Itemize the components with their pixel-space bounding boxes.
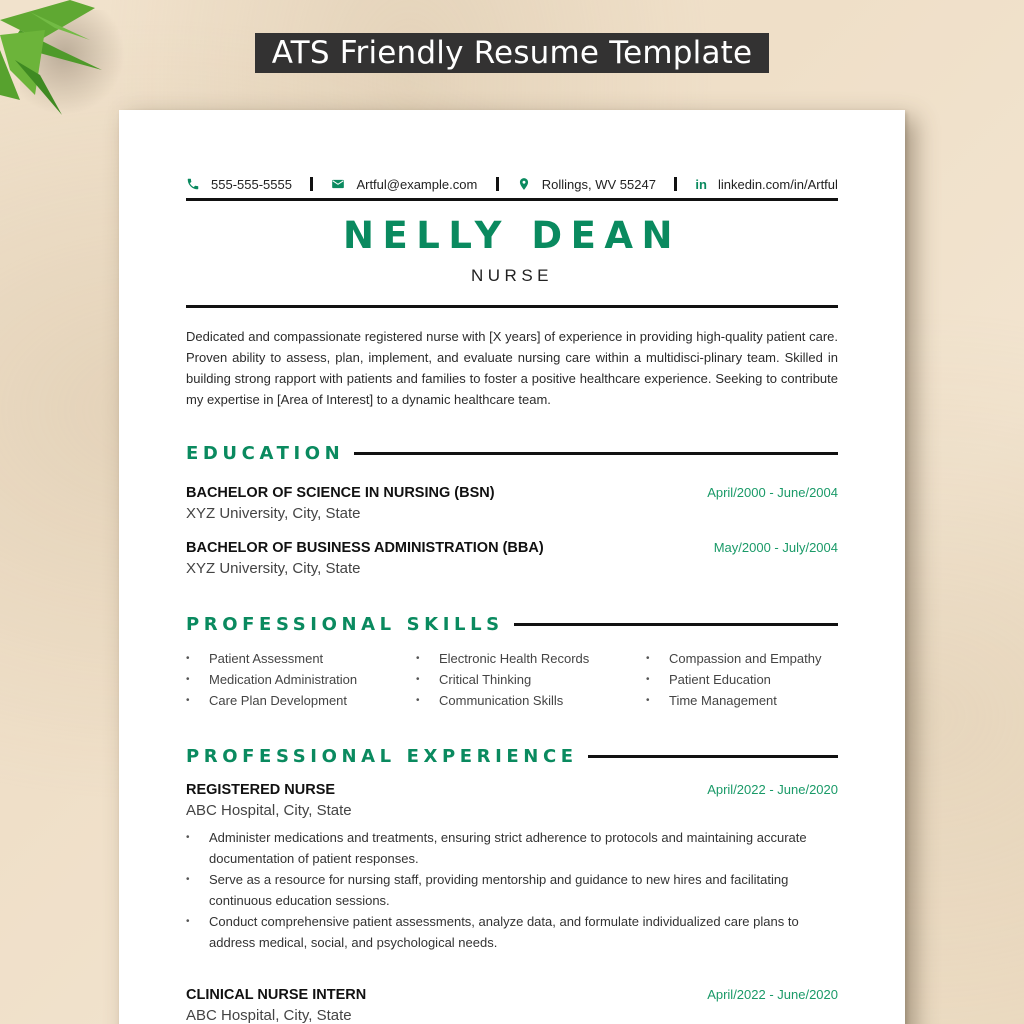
- bullet-icon: •: [416, 674, 420, 685]
- skill-item: • Communication Skills: [416, 693, 564, 708]
- experience-item: [186, 987, 838, 1024]
- email-link[interactable]: Artful@example.com: [356, 176, 478, 192]
- skills-section: [186, 612, 838, 709]
- bullet-icon: •: [646, 695, 650, 706]
- summary-paragraph: Dedicated and compassionate registered nurse with [X years] of experience in providing high-quality patient care. Proven ability to assess, plan, implement, and evaluate nursing care within a multidisci-plinary team. Skilled in building strong rapport with patients and families to foster a positive healthcare experience. Seeking to contribute my expertise in [Area of Interest] to a dynamic healthcare team.: [186, 329, 838, 407]
- contact-location: [517, 177, 656, 192]
- education-item: [186, 485, 838, 522]
- bullet-icon: •: [186, 695, 190, 706]
- section-title: EDUCATION: [186, 442, 345, 464]
- responsibility-list: [186, 827, 838, 953]
- date-range: April/2022 - June/2020: [707, 987, 838, 1002]
- section-divider: [354, 452, 838, 455]
- degree-title: BACHELOR OF SCIENCE IN NURSING (BSN): [186, 485, 495, 501]
- experience-section: [186, 744, 838, 1024]
- resume-page: [119, 110, 905, 1024]
- skill-item: • Patient Assessment: [186, 651, 324, 666]
- job-title: CLINICAL NURSE INTERN: [186, 987, 367, 1003]
- envelope-icon: [331, 177, 345, 191]
- candidate-role: NURSE: [470, 266, 553, 285]
- school-name: XYZ University, City, State: [186, 505, 361, 522]
- header-divider: [186, 305, 838, 308]
- bullet-icon: •: [416, 695, 420, 706]
- section-divider: [588, 755, 838, 758]
- section-header: [186, 612, 838, 636]
- contact-linkedin: [695, 177, 838, 192]
- skills-grid: [186, 650, 838, 709]
- skill-item: • Time Management: [646, 693, 777, 708]
- bullet-icon: •: [646, 674, 650, 685]
- candidate-name: NELLY DEAN: [343, 214, 681, 257]
- phone-text: 555-555-5555: [211, 176, 292, 192]
- section-title: PROFESSIONAL EXPERIENCE: [186, 745, 578, 767]
- separator: [496, 177, 499, 191]
- skill-item: • Medication Administration: [186, 672, 358, 687]
- responsibility-item: • Administer medications and treatments, ensuring strict adherence to protocols and maintaining accurate documentation of patient responses.: [186, 827, 838, 869]
- phone-icon: [186, 177, 200, 191]
- map-pin-icon: [517, 177, 531, 191]
- skill-item: • Compassion and Empathy: [646, 651, 822, 666]
- bullet-icon: •: [186, 653, 190, 664]
- skill-item: • Patient Education: [646, 672, 771, 687]
- education-item: [186, 540, 838, 577]
- contact-bar: [186, 174, 838, 194]
- skill-item: • Care Plan Development: [186, 693, 348, 708]
- date-range: May/2000 - July/2004: [713, 540, 838, 555]
- responsibility-item: • Serve as a resource for nursing staff, providing mentorship and guidance to new hires and facilitating continuous education sessions.: [186, 869, 838, 911]
- section-divider: [514, 623, 838, 626]
- job-title: REGISTERED NURSE: [186, 782, 336, 798]
- employer-name: ABC Hospital, City, State: [186, 1007, 352, 1024]
- linkedin-link[interactable]: linkedin.com/in/Artful: [717, 176, 838, 192]
- aloe-plant-image: [0, 0, 110, 120]
- location-text: Rollings, WV 55247: [541, 176, 656, 192]
- section-header: [186, 744, 838, 768]
- contact-divider: [186, 198, 838, 201]
- section-title: PROFESSIONAL SKILLS: [186, 613, 504, 635]
- template-title-banner: ATS Friendly Resume Template: [255, 33, 769, 73]
- date-range: April/2022 - June/2020: [707, 782, 838, 797]
- employer-name: ABC Hospital, City, State: [186, 802, 352, 819]
- separator: [674, 177, 677, 191]
- degree-title: BACHELOR OF BUSINESS ADMINISTRATION (BBA): [186, 540, 544, 556]
- skill-item: • Critical Thinking: [416, 672, 532, 687]
- bullet-icon: •: [186, 674, 190, 685]
- skill-item: • Electronic Health Records: [416, 651, 590, 666]
- contact-email: [331, 177, 477, 192]
- responsibility-item: • Conduct comprehensive patient assessments, analyze data, and formulate individualized care plans to address medical, social, and psychological needs.: [186, 911, 838, 953]
- bullet-icon: •: [416, 653, 420, 664]
- school-name: XYZ University, City, State: [186, 560, 361, 577]
- contact-phone: [186, 177, 292, 192]
- experience-item: [186, 782, 838, 953]
- linkedin-icon: in: [695, 176, 707, 192]
- separator: [310, 177, 313, 191]
- section-header: [186, 441, 838, 465]
- date-range: April/2000 - June/2004: [707, 485, 838, 500]
- education-section: [186, 441, 838, 577]
- bullet-icon: •: [646, 653, 650, 664]
